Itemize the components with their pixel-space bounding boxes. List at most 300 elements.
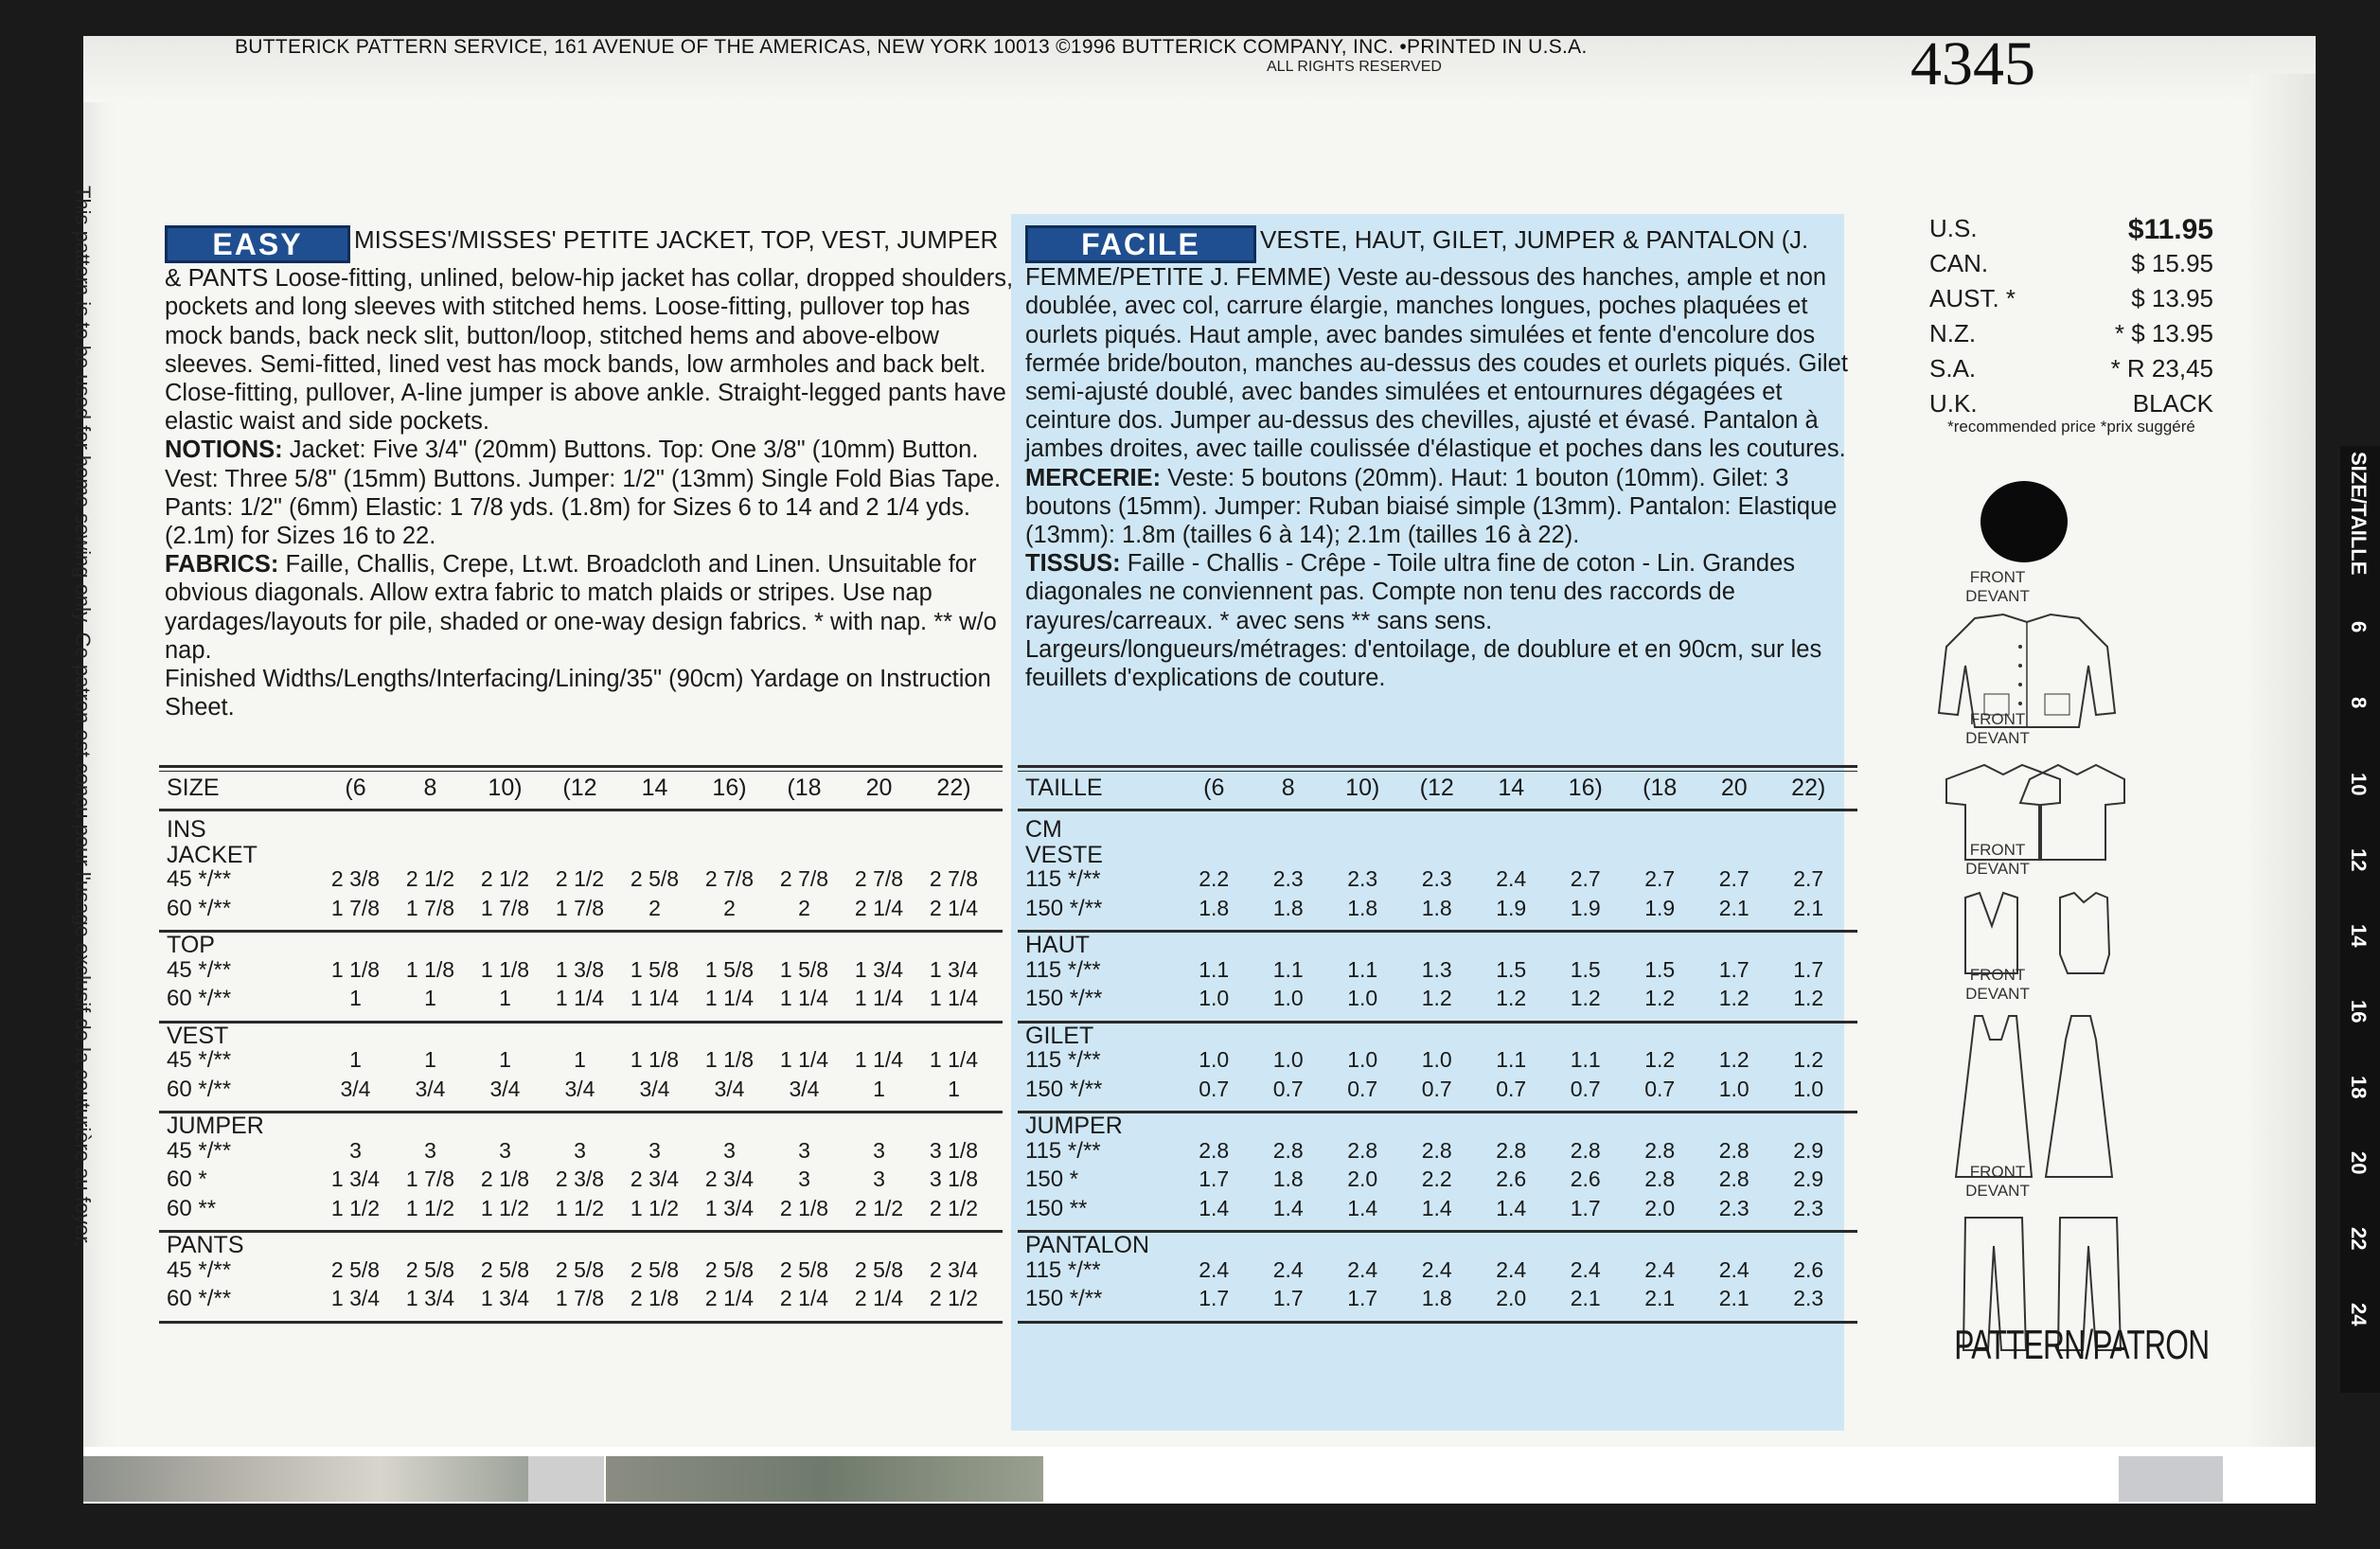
table-en-cell: 1 7/8 xyxy=(330,895,381,920)
table-fr-row-label: 115 */** xyxy=(1025,1047,1101,1073)
table-fr-cell: 1.1 xyxy=(1496,1047,1527,1072)
recommended-price-note: *recommended price *prix suggéré xyxy=(1947,418,2195,436)
table-fr-cell: 1.9 xyxy=(1570,895,1601,920)
front-label-jumper: FRONT DEVANT xyxy=(1965,966,2030,1003)
table-en-cell: 2 1/4 xyxy=(854,1286,904,1310)
table-en-cell: 1 1/8 xyxy=(480,956,530,982)
table-en-cell: 1 1/4 xyxy=(555,986,605,1010)
table-en-cell: 1 xyxy=(349,1047,362,1072)
table-fr-cell: 2.3 xyxy=(1347,866,1378,891)
table-fr-cell: 1.2 xyxy=(1570,986,1601,1010)
photo-strip-left xyxy=(83,1456,528,1502)
table-fr-cell: 2.1 xyxy=(1644,1286,1676,1310)
table-en-cell: 1 xyxy=(424,1047,436,1072)
table-en-row-label: 45 */** xyxy=(167,1047,232,1073)
price-country: U.S. xyxy=(1929,214,1978,242)
table-fr-row-label: 115 */** xyxy=(1025,956,1101,983)
table-fr-cell: 1.4 xyxy=(1199,1195,1230,1220)
price-country: S.A. xyxy=(1929,354,1977,383)
table-fr-cell: 2.1 xyxy=(1718,1286,1749,1310)
table-fr-cell: 2.0 xyxy=(1347,1166,1378,1191)
table-en-cell: 2 1/2 xyxy=(854,1195,904,1220)
table-en-cell: 3/4 xyxy=(714,1076,745,1101)
table-fr-cell: 2.3 xyxy=(1718,1195,1749,1220)
table-en-cell: 3 xyxy=(499,1137,511,1163)
table-en-size-label: SIZE xyxy=(167,774,220,801)
table-fr-cell: 1.8 xyxy=(1272,895,1304,920)
table-fr-cell: 1.0 xyxy=(1347,986,1378,1010)
english-description-text: Loose-fitting, unlined, below-hip jacket has collar, dropped shoulders, pockets and long sleeves with stitched hems. Loose-fitting, pullover top has mock bands, back neck slit, button/loop, stitched hems and above-elbow sleeves. Semi-fitted, lined vest has mock bands, low armholes and back belt. Close-fitting, pullover, A-line jumper is above ankle. Straight-legged pants have elastic waist and side pockets. xyxy=(165,265,1014,436)
table-en-cell: 1 1/4 xyxy=(929,986,979,1010)
table-fr-cell: 2.7 xyxy=(1793,866,1824,891)
table-fr-cell: 1.9 xyxy=(1496,895,1527,920)
table-fr-cell: 2.1 xyxy=(1718,895,1749,920)
table-fr-cell: 1.1 xyxy=(1272,956,1304,982)
table-fr-top-rule xyxy=(1018,765,1857,768)
table-fr-cell: 0.7 xyxy=(1570,1076,1601,1101)
table-fr-group-name: GILET xyxy=(1025,1022,1094,1049)
table-en-cell: 1 1/4 xyxy=(929,1047,979,1072)
table-fr-cell: 2.8 xyxy=(1347,1137,1378,1163)
pattern-envelope-back xyxy=(83,29,2371,1502)
table-fr-cell: 2.4 xyxy=(1347,1256,1378,1282)
table-fr-cell: 2.8 xyxy=(1421,1137,1452,1163)
table-en-cell: 3 xyxy=(873,1166,885,1191)
size-strip xyxy=(2340,446,2380,1393)
table-fr-cell: 2.0 xyxy=(1496,1286,1527,1310)
table-en-cell: 2 1/4 xyxy=(704,1286,755,1310)
table-fr-cell: 2.3 xyxy=(1793,1195,1824,1220)
table-fr-cell: 2.6 xyxy=(1496,1166,1527,1191)
table-en-cell: 2 5/8 xyxy=(480,1256,530,1282)
table-fr-row-label: 150 */** xyxy=(1025,1076,1103,1102)
french-title: VESTE, HAUT, GILET, JUMPER & PANTALON xyxy=(1260,225,1775,254)
table-fr-cell: 2.9 xyxy=(1793,1137,1824,1163)
table-en-cell: 1 3/8 xyxy=(555,956,605,982)
table-en-cell: 3 xyxy=(798,1166,810,1191)
table-en-cell: 1 1/8 xyxy=(330,956,381,982)
table-en-cell: 1 1/4 xyxy=(779,1047,829,1072)
table-fr-cell: 0.7 xyxy=(1199,1076,1230,1101)
table-fr-cell: 2.8 xyxy=(1272,1137,1304,1163)
table-en-size-header: 10) xyxy=(488,774,523,801)
table-en-cell: 3 xyxy=(798,1137,810,1163)
table-fr-cell: 2.7 xyxy=(1570,866,1601,891)
table-en-cell: 1 5/8 xyxy=(779,956,829,982)
table-fr-row-label: 150 */** xyxy=(1025,895,1103,921)
table-en-cell: 1 1/2 xyxy=(630,1195,680,1220)
table-en-cell: 2 1/4 xyxy=(854,895,904,920)
notions-text: Jacket: Five 3/4" (20mm) Buttons. Top: One 3/8" (10mm) Button. Vest: Three 5/8" (15mm) Buttons. Jumper: 1/2" (13mm) Single Fold Bias Tape. Pants: 1/2" (6mm) Elastic: 1 7/8 yds. (1.8m) for Sizes 6 to 14 and 2 1/4 yds. (2.1m) for Sizes 16 to 22. xyxy=(165,436,1002,550)
table-en-cell: 1 1/4 xyxy=(630,986,680,1010)
table-en-row-label: 60 * xyxy=(167,1166,207,1192)
front-label-vest: FRONT DEVANT xyxy=(1965,841,2030,878)
table-fr-cell: 1.0 xyxy=(1199,986,1230,1010)
table-en-size-header: 14 xyxy=(641,774,668,801)
table-fr-cell: 2.4 xyxy=(1570,1256,1601,1282)
table-fr-unit: CM xyxy=(1025,816,1062,843)
table-fr-cell: 1.5 xyxy=(1644,956,1676,982)
table-fr-cell: 0.7 xyxy=(1644,1076,1676,1101)
table-fr-group-name: PANTALON xyxy=(1025,1232,1150,1258)
table-en-cell: 3 xyxy=(349,1137,362,1163)
table-fr-size-header: (18 xyxy=(1643,774,1678,801)
table-en-cell: 2 3/8 xyxy=(330,866,381,891)
table-en-group-rule xyxy=(159,1230,1003,1233)
home-sewing-note: This pattern is to be used for home sewing only. Ce patron est conçu pour l'usage exclusif de la couturière au foyer. xyxy=(71,186,95,1248)
table-en-cell: 1 1/4 xyxy=(854,986,904,1010)
table-en-cell: 2 1/8 xyxy=(480,1166,530,1191)
table-fr-row-label: 150 * xyxy=(1025,1166,1079,1192)
table-fr-cell: 2.8 xyxy=(1570,1137,1601,1163)
table-en-bottom-rule xyxy=(159,1321,1003,1324)
table-fr-cell: 1.4 xyxy=(1421,1195,1452,1220)
table-en-cell: 1 xyxy=(499,986,511,1010)
table-en-group-name: JUMPER xyxy=(167,1113,264,1139)
table-en-size-header: (12 xyxy=(562,774,597,801)
table-en-cell: 1 xyxy=(873,1076,885,1101)
photo-strip-corner xyxy=(2119,1456,2223,1502)
price-value: * $ 13.95 xyxy=(2114,319,2213,347)
table-en-row-label: 45 */** xyxy=(167,1256,232,1283)
table-en-cell: 3 1/8 xyxy=(929,1137,979,1163)
mercerie-label: MERCERIE: xyxy=(1025,464,1162,491)
size-strip-number: 18 xyxy=(2347,1076,2371,1099)
table-fr-cell: 1.5 xyxy=(1570,956,1601,982)
table-fr-cell: 1.4 xyxy=(1496,1195,1527,1220)
table-fr-cell: 1.7 xyxy=(1793,956,1824,982)
table-fr-cell: 1.4 xyxy=(1272,1195,1304,1220)
right-flap xyxy=(2249,74,2316,1494)
rights-reserved: ALL RIGHTS RESERVED xyxy=(1267,59,1442,75)
table-fr-cell: 0.7 xyxy=(1421,1076,1452,1101)
table-en-size-header: 20 xyxy=(865,774,893,801)
table-fr-cell: 2.1 xyxy=(1570,1286,1601,1310)
table-en-size-header: (6 xyxy=(345,774,366,801)
table-en-cell: 1 5/8 xyxy=(630,956,680,982)
table-en-row-label: 60 */** xyxy=(167,986,232,1011)
pattern-patron-label: PATTERN/PATRON xyxy=(1954,1322,2210,1368)
table-fr-cell: 2.9 xyxy=(1793,1166,1824,1191)
table-fr-cell: 2.0 xyxy=(1644,1195,1676,1220)
table-en-cell: 2 1/4 xyxy=(929,895,979,920)
table-fr-size-header: 22) xyxy=(1791,774,1826,801)
table-en-cell: 1 3/4 xyxy=(704,1195,755,1220)
table-en-cell: 2 1/2 xyxy=(480,866,530,891)
publisher-line: BUTTERICK PATTERN SERVICE, 161 AVENUE OF THE AMERICAS, NEW YORK 10013 ©1996 BUTTERICK COMPANY, INC. •PRINTED IN U.S.A. xyxy=(235,36,1588,58)
table-fr-row-label: 115 */** xyxy=(1025,1137,1101,1164)
table-en-cell: 2 1/4 xyxy=(779,1286,829,1310)
table-en-group-name: TOP xyxy=(167,932,215,958)
mercerie-text: Veste: 5 boutons (20mm). Haut: 1 bouton (10mm). Gilet: 3 boutons (15mm). Jumper: Ruban biaisé simple (13mm). Pantalon: Elastique (13mm): 1.8m (tailles 6 à 14); 2.1m (tailles 16 à 22). xyxy=(1025,464,1838,549)
photo-strip-right xyxy=(606,1456,1043,1502)
table-en-cell: 3 xyxy=(723,1137,736,1163)
front-label-top: FRONT DEVANT xyxy=(1965,710,2030,747)
table-en-cell: 1 3/4 xyxy=(405,1286,455,1310)
front-label-jacket: FRONT DEVANT xyxy=(1965,568,2030,605)
table-en-cell: 3/4 xyxy=(639,1076,670,1101)
size-strip-number: 14 xyxy=(2347,924,2371,948)
table-fr-row-label: 150 */** xyxy=(1025,1286,1103,1311)
size-strip-number: 6 xyxy=(2347,621,2371,633)
table-fr-cell: 2.7 xyxy=(1718,866,1749,891)
size-strip-number: 12 xyxy=(2347,848,2371,872)
table-en-cell: 2 1/8 xyxy=(630,1286,680,1310)
table-en-cell: 3 xyxy=(574,1137,586,1163)
facile-badge: FACILE xyxy=(1025,225,1256,263)
table-fr-cell: 1.7 xyxy=(1570,1195,1601,1220)
pattern-number: 4345 xyxy=(1910,29,2035,98)
price-country: N.Z. xyxy=(1929,319,1977,347)
table-fr-cell: 1.2 xyxy=(1718,1047,1749,1072)
table-fr-cell: 0.7 xyxy=(1496,1076,1527,1101)
table-fr-cell: 2.6 xyxy=(1570,1166,1601,1191)
table-en-cell: 2 5/8 xyxy=(779,1256,829,1282)
price-list xyxy=(1929,214,2213,424)
table-en-cell: 1 1/2 xyxy=(330,1195,381,1220)
table-fr-cell: 2.3 xyxy=(1793,1286,1824,1310)
table-fr-cell: 1.0 xyxy=(1421,1047,1452,1072)
size-strip-number: 16 xyxy=(2347,1000,2371,1024)
table-en-cell: 1 1/4 xyxy=(854,1047,904,1072)
table-fr-cell: 2.8 xyxy=(1644,1137,1676,1163)
price-value: $ 13.95 xyxy=(2131,284,2213,312)
table-fr-cell: 1.7 xyxy=(1347,1286,1378,1310)
table-en-cell: 3/4 xyxy=(789,1076,820,1101)
size-strip-label: SIZE/TAILLE xyxy=(2347,452,2371,576)
table-en-header-rule xyxy=(159,809,1003,811)
table-fr-cell: 1.9 xyxy=(1644,895,1676,920)
table-en-top-rule xyxy=(159,765,1003,768)
table-en-top-rule2 xyxy=(159,771,1003,772)
table-fr-cell: 2.4 xyxy=(1272,1256,1304,1282)
table-fr-cell: 1.2 xyxy=(1421,986,1452,1010)
table-en-row-label: 60 */** xyxy=(167,1076,232,1102)
table-fr-top-rule2 xyxy=(1018,771,1857,772)
price-value: BLACK xyxy=(2132,389,2213,418)
table-en-cell: 2 3/4 xyxy=(929,1256,979,1282)
table-en-cell: 2 5/8 xyxy=(405,1256,455,1282)
table-fr-cell: 2.4 xyxy=(1421,1256,1452,1282)
table-fr-size-header: (6 xyxy=(1203,774,1225,801)
table-en-cell: 1 7/8 xyxy=(555,895,605,920)
table-en-cell: 1 xyxy=(424,986,436,1010)
table-fr-cell: 1.7 xyxy=(1718,956,1749,982)
price-row xyxy=(1929,354,2213,389)
size-strip-number: 10 xyxy=(2347,773,2371,796)
table-fr-row-label: 150 ** xyxy=(1025,1195,1088,1221)
table-en-cell: 3 xyxy=(648,1137,661,1163)
table-fr-size-header: 14 xyxy=(1498,774,1525,801)
table-en-size-header: 22) xyxy=(936,774,971,801)
table-en-cell: 1 1/4 xyxy=(704,986,755,1010)
table-fr-size-header: 10) xyxy=(1345,774,1380,801)
table-fr-cell: 1.2 xyxy=(1793,986,1824,1010)
table-fr-cell: 1.0 xyxy=(1718,1076,1749,1101)
size-strip-number: 22 xyxy=(2347,1227,2371,1251)
table-fr-cell: 2.3 xyxy=(1421,866,1452,891)
table-fr-cell: 2.4 xyxy=(1644,1256,1676,1282)
table-fr-cell: 1.2 xyxy=(1793,1047,1824,1072)
table-en-cell: 3/4 xyxy=(340,1076,371,1101)
table-en-cell: 2 xyxy=(798,895,810,920)
table-fr-cell: 2.7 xyxy=(1644,866,1676,891)
largeurs-text: Largeurs/longueurs/métrages: d'entoilage, de doublure et en 90cm, sur les feuillets d'explications de couture. xyxy=(1025,635,1822,692)
table-fr-cell: 1.5 xyxy=(1496,956,1527,982)
table-en-cell: 1 5/8 xyxy=(704,956,755,982)
price-row xyxy=(1929,249,2213,284)
table-fr-cell: 1.0 xyxy=(1272,1047,1304,1072)
finished-text: Finished Widths/Lengths/Interfacing/Lining/35" (90cm) Yardage on Instruction Sheet. xyxy=(165,666,991,721)
table-en-row-label: 45 */** xyxy=(167,866,232,892)
table-fr-cell: 2.8 xyxy=(1718,1137,1749,1163)
table-en-cell: 2 7/8 xyxy=(854,866,904,891)
table-fr-cell: 1.2 xyxy=(1644,1047,1676,1072)
table-en-cell: 1 1/8 xyxy=(405,956,455,982)
french-description xyxy=(1025,225,1849,692)
table-en-cell: 2 3/4 xyxy=(704,1166,755,1191)
table-en-cell: 2 xyxy=(723,895,736,920)
table-fr-cell: 1.8 xyxy=(1272,1166,1304,1191)
table-fr-cell: 1.2 xyxy=(1496,986,1527,1010)
table-en-size-header: (18 xyxy=(787,774,822,801)
table-fr-cell: 2.4 xyxy=(1496,1256,1527,1282)
french-description-text: Veste au-dessous des hanches, ample et non doublée, avec col, carrure élargie, manches longues, poches plaquées et ourlets piqués. Haut ample, avec bandes simulées et fente d'encolure dos fermée bride/bouton, manches au-dessus des coudes et ourlets piqués. Gilet semi-ajusté doublé, avec bandes simulées et entournures dégagées et ceinture dos. Jumper au-dessus des chevilles, ajusté et évasé. Pantalon à jambes droites, avec taille coulissée d'élastique et poches dans les coutures. xyxy=(1025,264,1848,463)
table-en-group-rule xyxy=(159,1021,1003,1024)
table-en-cell: 2 3/4 xyxy=(630,1166,680,1191)
table-en-cell: 2 1/2 xyxy=(405,866,455,891)
table-en-group-name: JACKET xyxy=(167,841,258,868)
price-row xyxy=(1929,319,2213,354)
table-fr-size-header: 16) xyxy=(1568,774,1603,801)
table-en-cell: 1 3/4 xyxy=(480,1286,530,1310)
table-en-group-name: PANTS xyxy=(167,1232,244,1258)
table-fr-cell: 1.0 xyxy=(1347,1047,1378,1072)
table-fr-cell: 1.8 xyxy=(1421,1286,1452,1310)
table-en-cell: 1 7/8 xyxy=(555,1286,605,1310)
table-fr-cell: 2.4 xyxy=(1718,1256,1749,1282)
table-fr-cell: 1.0 xyxy=(1793,1076,1824,1101)
table-en-cell: 1 1/8 xyxy=(704,1047,755,1072)
price-row xyxy=(1929,214,2213,249)
table-fr-size-header: 8 xyxy=(1281,774,1295,801)
table-en-cell: 2 1/8 xyxy=(779,1195,829,1220)
tissus-label: TISSUS: xyxy=(1025,550,1121,578)
table-fr-cell: 2.4 xyxy=(1199,1256,1230,1282)
table-fr-header-rule xyxy=(1018,809,1857,811)
table-fr-cell: 2.6 xyxy=(1793,1256,1824,1282)
size-strip-number: 20 xyxy=(2347,1151,2371,1175)
size-strip-number: 8 xyxy=(2347,697,2371,709)
table-en-cell: 2 3/8 xyxy=(555,1166,605,1191)
price-value: $ 15.95 xyxy=(2131,249,2213,277)
table-en-cell: 1 7/8 xyxy=(405,895,455,920)
price-country: U.K. xyxy=(1929,389,1978,418)
notions-label: NOTIONS: xyxy=(165,436,283,464)
table-en-cell: 3 1/8 xyxy=(929,1166,979,1191)
table-en-cell: 1 3/4 xyxy=(929,956,979,982)
tissus-text: Faille - Challis - Crêpe - Toile ultra fine de coton - Lin. Grandes diagonales ne conviennent pas. Compte non tenu des raccords de rayures/carreaux. * avec sens ** sans sens. xyxy=(1025,550,1796,634)
price-value: $11.95 xyxy=(2127,214,2213,245)
front-label-pants: FRONT DEVANT xyxy=(1965,1163,2030,1200)
table-en-cell: 3 xyxy=(873,1137,885,1163)
table-en-cell: 2 7/8 xyxy=(779,866,829,891)
table-en-cell: 1 3/4 xyxy=(330,1166,381,1191)
table-en-row-label: 45 */** xyxy=(167,956,232,983)
table-en-cell: 2 5/8 xyxy=(630,1256,680,1282)
table-fr-row-label: 115 */** xyxy=(1025,866,1101,892)
table-fr-group-rule xyxy=(1018,1021,1857,1024)
table-en-cell: 3/4 xyxy=(415,1076,446,1101)
table-en-cell: 1 xyxy=(499,1047,511,1072)
table-fr-cell: 1.1 xyxy=(1199,956,1230,982)
table-fr-cell: 0.7 xyxy=(1272,1076,1304,1101)
table-fr-cell: 2.8 xyxy=(1199,1137,1230,1163)
table-fr-group-name: JUMPER xyxy=(1025,1113,1123,1139)
table-fr-group-rule xyxy=(1018,1111,1857,1113)
table-en-cell: 1 7/8 xyxy=(405,1166,455,1191)
table-en-group-rule xyxy=(159,930,1003,933)
price-country: AUST. * xyxy=(1929,284,2016,312)
price-value: * R 23,45 xyxy=(2110,354,2213,383)
table-fr-cell: 2.1 xyxy=(1793,895,1824,920)
table-en-cell: 2 5/8 xyxy=(630,866,680,891)
table-fr-cell: 1.8 xyxy=(1421,895,1452,920)
table-fr-size-header: 20 xyxy=(1720,774,1748,801)
table-fr-cell: 1.0 xyxy=(1199,1047,1230,1072)
size-strip-number: 24 xyxy=(2347,1303,2371,1326)
table-en-cell: 2 1/2 xyxy=(929,1286,979,1310)
table-en-group-rule xyxy=(159,1111,1003,1113)
table-fr-cell: 1.7 xyxy=(1199,1166,1230,1191)
table-en-cell: 1 xyxy=(948,1076,960,1101)
table-en-unit: INS xyxy=(167,816,206,843)
table-fr-cell: 1.1 xyxy=(1347,956,1378,982)
table-fr-cell: 1.8 xyxy=(1199,895,1230,920)
table-en-cell: 1 1/2 xyxy=(405,1195,455,1220)
black-dot-marker xyxy=(1980,481,2068,562)
table-fr-cell: 1.2 xyxy=(1644,986,1676,1010)
table-fr-cell: 2.2 xyxy=(1421,1166,1452,1191)
table-en-cell: 2 5/8 xyxy=(330,1256,381,1282)
table-fr-cell: 1.4 xyxy=(1347,1195,1378,1220)
table-en-cell: 2 7/8 xyxy=(704,866,755,891)
table-fr-size-label: TAILLE xyxy=(1025,774,1103,801)
table-fr-cell: 1.2 xyxy=(1718,986,1749,1010)
table-fr-group-name: VESTE xyxy=(1025,841,1103,868)
table-fr-cell: 1.0 xyxy=(1272,986,1304,1010)
table-en-row-label: 60 */** xyxy=(167,895,232,921)
table-en-cell: 1 xyxy=(574,1047,586,1072)
table-fr-group-name: HAUT xyxy=(1025,932,1091,958)
table-en-cell: 2 5/8 xyxy=(704,1256,755,1282)
table-fr-group-rule xyxy=(1018,930,1857,933)
table-en-group-name: VEST xyxy=(167,1022,229,1049)
table-en-cell: 1 3/4 xyxy=(854,956,904,982)
table-fr-cell: 1.7 xyxy=(1272,1286,1304,1310)
table-en-cell: 1 xyxy=(349,986,362,1010)
table-en-cell: 1 1/2 xyxy=(480,1195,530,1220)
table-en-cell: 2 5/8 xyxy=(854,1256,904,1282)
fabrics-text: Faille, Challis, Crepe, Lt.wt. Broadcloth and Linen. Unsuitable for obvious diagonals. Allow extra fabric to match plaids or stripes. Use nap yardages/layouts for pile, shaded or one-way design fabrics. * with nap. ** w/o nap. xyxy=(165,551,997,664)
table-fr-row-label: 150 */** xyxy=(1025,986,1103,1011)
table-fr-cell: 2.8 xyxy=(1644,1166,1676,1191)
table-en-size-header: 8 xyxy=(423,774,437,801)
table-en-cell: 2 1/2 xyxy=(555,866,605,891)
table-en-row-label: 60 */** xyxy=(167,1286,232,1311)
table-fr-cell: 2.8 xyxy=(1496,1137,1527,1163)
table-fr-cell: 1.1 xyxy=(1570,1047,1601,1072)
